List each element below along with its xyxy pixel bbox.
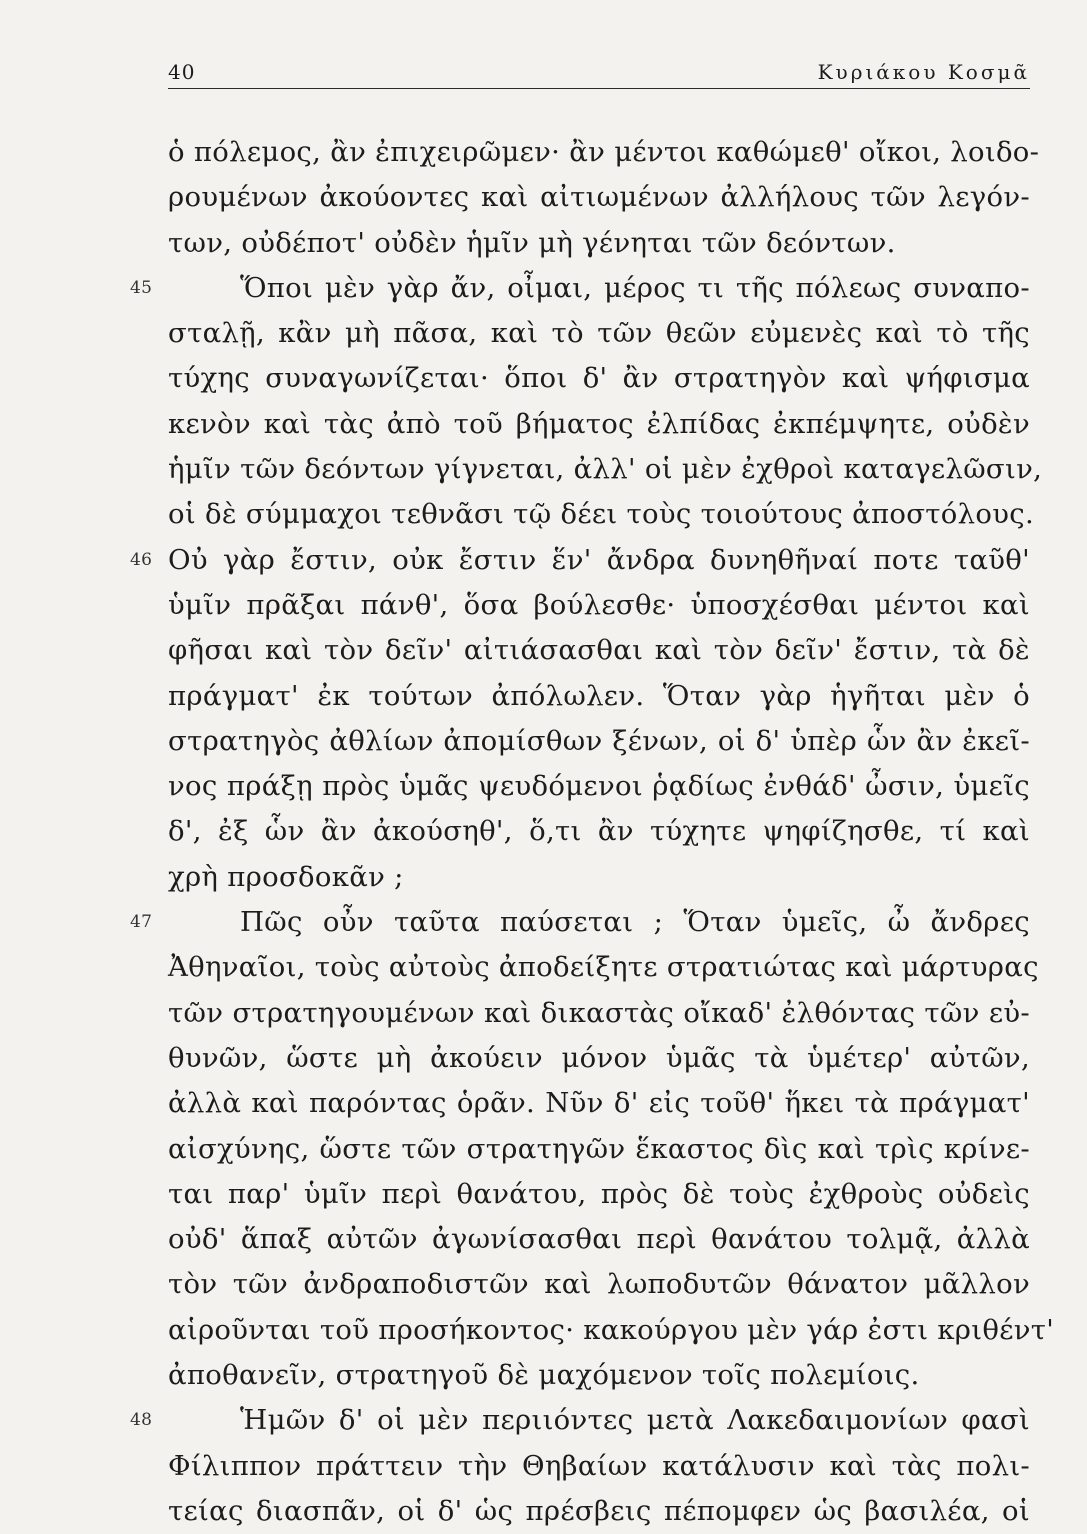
text-line: Φίλιππον πράττειν τὴν Θηβαίων κατάλυσιν καὶ τὰς πολι- xyxy=(168,1449,1030,1482)
text-line: ἡμῖν τῶν δεόντων γίγνεται, ἀλλ' οἱ μὲν ἐχθροὶ καταγελῶσιν, xyxy=(168,453,1043,486)
body-text xyxy=(130,130,1055,1534)
text-line: σταλῇ, κἂν μὴ πᾶσα, καὶ τὸ τῶν θεῶν εὐμενὲς καὶ τὸ τῆς xyxy=(168,317,1030,350)
text-line: 46 Οὐ γὰρ ἔστιν, οὐκ ἔστιν ἕν' ἄνδρα δυνηθῆναί ποτε ταῦθ' xyxy=(168,538,1030,583)
text-line: οὐδ' ἅπαξ αὐτῶν ἀγωνίσασθαι περὶ θανάτου τολμᾷ, ἀλλὰ xyxy=(168,1223,1030,1256)
text-line: αἱροῦνται τοῦ προσήκοντος· κακούργου μὲν γάρ ἐστι κριθέντ' xyxy=(168,1313,1055,1346)
text-line: φῆσαι καὶ τὸν δεῖν' αἰτιάσασθαι καὶ τὸν δεῖν' ἔστιν, τὰ δὲ xyxy=(168,634,1030,667)
text-line: τῶν στρατηγουμένων καὶ δικαστὰς οἴκαδ' ἐλθόντας τῶν εὐ- xyxy=(168,996,1030,1029)
text-line: χρὴ προσδοκᾶν ; xyxy=(168,860,404,893)
section-number: 46 xyxy=(130,549,153,570)
text-line: οἱ δὲ σύμμαχοι τεθνᾶσι τῷ δέει τοὺς τοιούτους ἀποστόλους. xyxy=(168,498,1035,531)
text-line: ὑμῖν πρᾶξαι πάνθ', ὅσα βούλεσθε· ὑποσχέσθαι μέντοι καὶ xyxy=(168,588,1030,621)
text-line: 47 Πῶς οὖν ταῦτα παύσεται ; Ὅταν ὑμεῖς, ὦ ἄνδρες xyxy=(168,900,1030,945)
text-line: ται παρ' ὑμῖν περὶ θανάτου, πρὸς δὲ τοὺς ἐχθροὺς οὐδεὶς xyxy=(168,1177,1030,1210)
text-line: τύχης συναγωνίζεται· ὅποι δ' ἂν στρατηγὸν καὶ ψήφισμα xyxy=(168,362,1030,395)
text-line: νος πράξῃ πρὸς ὑμᾶς ψευδόμενοι ῥᾳδίως ἐνθάδ' ὦσιν, ὑμεῖς xyxy=(168,770,1030,803)
text-line: πράγματ' ἐκ τούτων ἀπόλωλεν. Ὅταν γὰρ ἡγῆται μὲν ὁ xyxy=(168,679,1030,712)
text-line: κενὸν καὶ τὰς ἀπὸ τοῦ βήματος ἐλπίδας ἐκπέμψητε, οὐδὲν xyxy=(168,407,1030,440)
text-line: ὁ πόλεμος, ἂν ἐπιχειρῶμεν· ἂν μέντοι καθώμεθ' οἴκοι, λοιδο- xyxy=(168,136,1040,168)
text-line: ἀλλὰ καὶ παρόντας ὁρᾶν. Νῦν δ' εἰς τοῦθ' ἥκει τὰ πράγματ' xyxy=(168,1087,1030,1120)
text-line: ἀποθανεῖν, στρατηγοῦ δὲ μαχόμενον τοῖς πολεμίοις. xyxy=(168,1359,920,1392)
text-line: Ἀθηναῖοι, τοὺς αὐτοὺς ἀποδείξητε στρατιώτας καὶ μάρτυρας xyxy=(168,951,1039,984)
text-line: των, οὐδέποτ' οὐδὲν ἡμῖν μὴ γένηται τῶν δεόντων. xyxy=(168,226,896,259)
text-line: στρατηγὸς ἀθλίων ἀπομίσθων ξένων, οἱ δ' ὑπὲρ ὧν ἂν ἐκεῖ- xyxy=(168,724,1030,757)
page-header xyxy=(168,54,1030,89)
text-line: δ', ἐξ ὧν ἂν ἀκούσηθ', ὅ,τι ἂν τύχητε ψηφίζησθε, τί καὶ xyxy=(168,815,1030,848)
text-line: τείας διασπᾶν, οἱ δ' ὡς πρέσβεις πέπομφεν ὡς βασιλέα, οἱ xyxy=(168,1494,1030,1527)
running-head: Κυριάκου Κοσμᾶ xyxy=(817,60,1030,84)
page-number: 40 xyxy=(168,60,196,84)
text-line: θυνῶν, ὥστε μὴ ἀκούειν μόνον ὑμᾶς τὰ ὑμέτερ' αὐτῶν, xyxy=(168,1041,1030,1074)
text-line: 45 Ὅποι μὲν γὰρ ἄν, οἶμαι, μέρος τι τῆς πόλεως συναπο- xyxy=(168,266,1030,311)
text-line: ρουμένων ἀκούοντες καὶ αἰτιωμένων ἀλλήλους τῶν λεγόν- xyxy=(168,181,1030,214)
section-number: 47 xyxy=(130,912,153,933)
text-line: αἰσχύνης, ὥστε τῶν στρατηγῶν ἕκαστος δὶς καὶ τρὶς κρίνε- xyxy=(168,1132,1030,1165)
text-line: 48 Ἡμῶν δ' οἱ μὲν περιιόντες μετὰ Λακεδαιμονίων φασὶ xyxy=(168,1398,1030,1443)
section-number: 45 xyxy=(130,277,153,298)
section-number: 48 xyxy=(130,1410,153,1431)
text-line: τὸν τῶν ἀνδραποδιστῶν καὶ λωποδυτῶν θάνατον μᾶλλον xyxy=(168,1268,1030,1301)
